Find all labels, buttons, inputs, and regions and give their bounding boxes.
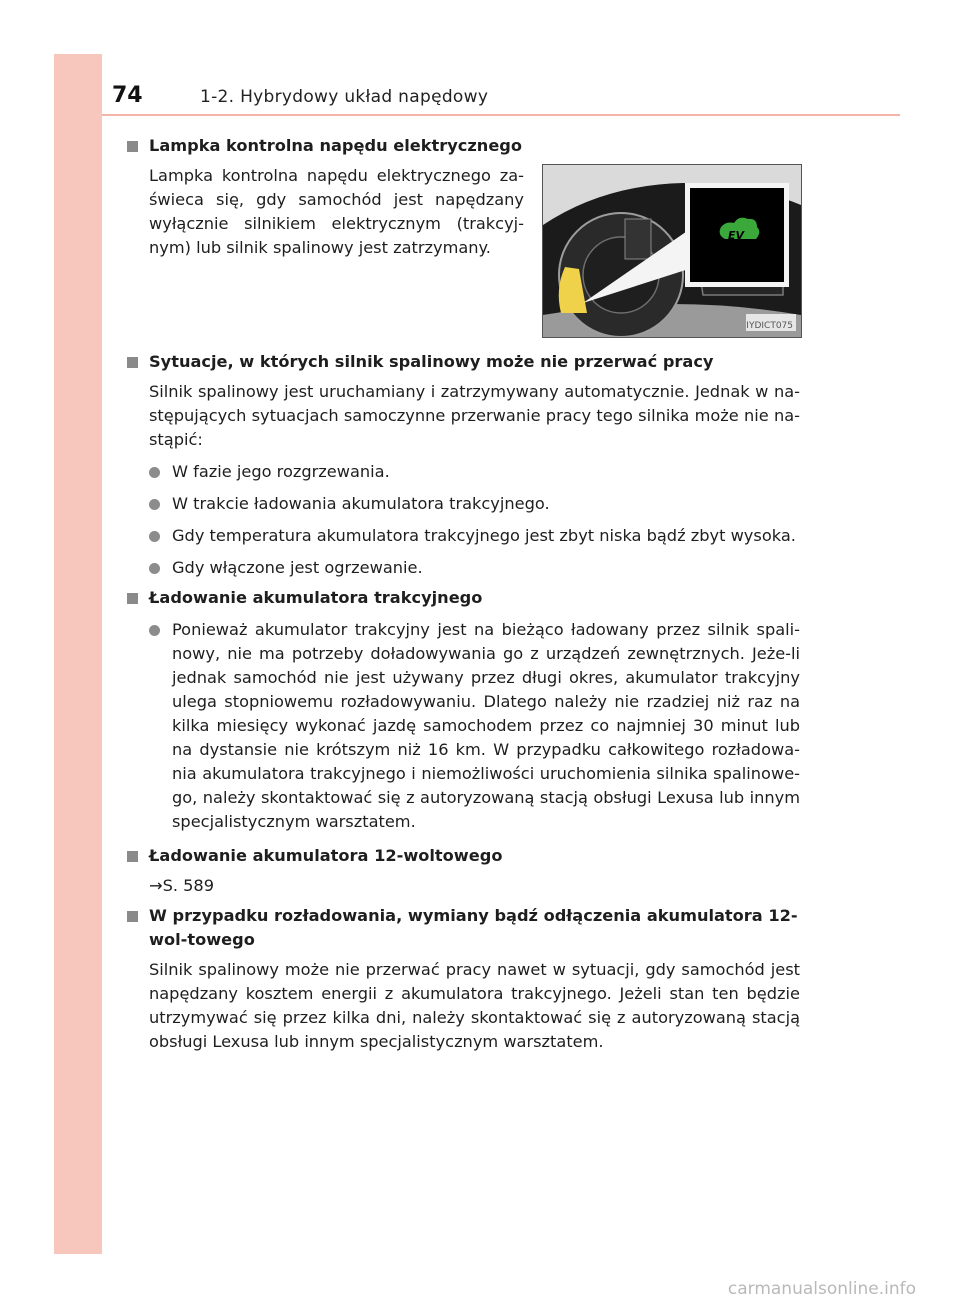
paragraph: Silnik spalinowy jest uruchamiany i zatrzymywany automatycznie. Jednak w na-stępujących sytuacjach samoczynne przerwanie pracy tego silnika może nie na-stąpić: xyxy=(149,382,800,449)
paragraph: Silnik spalinowy może nie przerwać pracy nawet w sytuacji, gdy samochód jest napędzany kosztem energii z akumulatora trakcyjnego. Jeżeli stan ten będzie utrzymywać się przez kilka dni, należy skontaktować się z autoryzowaną stacją obsługi Lexusa lub innym specjalistycznym warsztatem. xyxy=(149,960,800,1051)
section-heading: Lampka kontrolna napędu elektrycznego xyxy=(126,134,800,158)
section-title: 1-2. Hybrydowy układ napędowy xyxy=(200,87,489,107)
list-item: W fazie jego rozgrzewania. xyxy=(126,460,800,484)
figure-code: IYDICT075 xyxy=(746,321,793,331)
section-heading: Sytuacje, w których silnik spalinowy może nie przerwać pracy xyxy=(126,350,800,374)
section-heading: Ładowanie akumulatora trakcyjnego xyxy=(126,586,800,610)
header-divider xyxy=(102,114,900,116)
watermark-text: carmanualsonline.info xyxy=(727,1279,916,1299)
square-bullet-icon xyxy=(127,911,138,922)
page-sidebar-band xyxy=(54,54,102,1254)
square-bullet-icon xyxy=(127,593,138,604)
page-number: 74 xyxy=(112,83,143,108)
round-bullet-icon xyxy=(149,625,160,636)
square-bullet-icon xyxy=(127,851,138,862)
list-item: Gdy temperatura akumulatora trakcyjnego jest zbyt niska bądź zbyt wysoka. xyxy=(126,524,800,548)
page-reference-link[interactable]: →S. 589 xyxy=(149,876,215,895)
section-heading: Ładowanie akumulatora 12-woltowego xyxy=(126,844,800,868)
square-bullet-icon xyxy=(127,141,138,152)
round-bullet-icon xyxy=(149,467,160,478)
paragraph: Lampka kontrolna napędu elektrycznego za-świeca się, gdy samochód jest napędzany wyłącznie silnikiem elektrycznym (trakcyj-nym) lub silnik spalinowy jest zatrzymany. xyxy=(149,166,524,257)
section-heading: W przypadku rozładowania, wymiany bądź odłączenia akumulatora 12-wol-towego xyxy=(126,904,800,952)
indicator-label: EV xyxy=(728,229,745,242)
list-item: Ponieważ akumulator trakcyjny jest na bieżąco ładowany przez silnik spali-nowy, nie ma potrzeby doładowywania go z urządzeń zewnętrznych. Jeże-li jednak samochód nie jest używany przez długi okres, akumulator trakcyjny ulega stopniowemu rozładowywaniu. Dlatego należy nie rzadziej niż raz na kilka miesięcy wykonać jazdę samochodem przez co najmniej 30 minut lub na dystansie nie krótszym niż 16 km. W przypadku całkowitego rozładowa-nia akumulatora trakcyjnego i niemożliwości uruchomienia silnika spalinowe-go, należy skontaktować się z autoryzowaną stacją obsługi Lexusa lub innym specjalistycznym warsztatem. xyxy=(126,618,800,834)
list-item: Gdy włączone jest ogrzewanie. xyxy=(126,556,800,580)
list-item: W trakcie ładowania akumulatora trakcyjnego. xyxy=(126,492,800,516)
round-bullet-icon xyxy=(149,499,160,510)
round-bullet-icon xyxy=(149,531,160,542)
page-content xyxy=(126,128,800,1054)
round-bullet-icon xyxy=(149,563,160,574)
square-bullet-icon xyxy=(127,357,138,368)
